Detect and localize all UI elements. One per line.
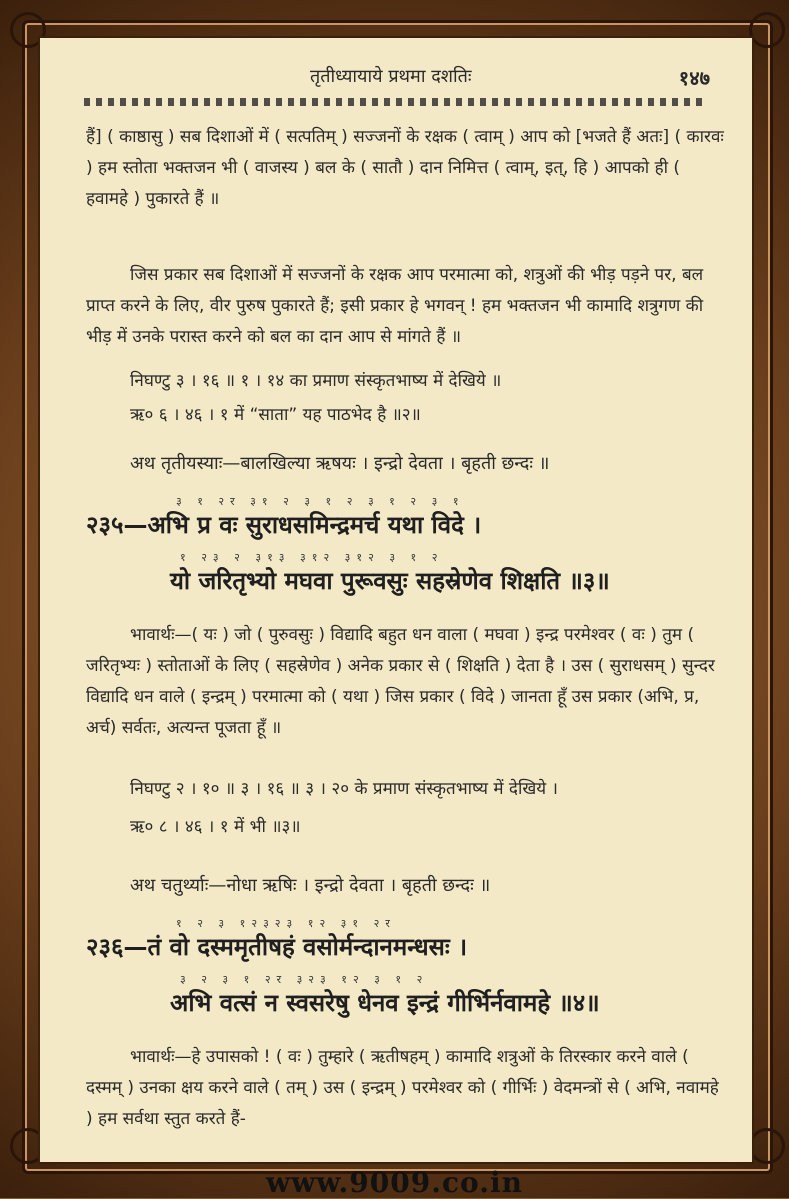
reference-3: निघण्टु २ । १० ॥ ३ । १६ ॥ ३ । २० के प्रमाण संस्कृतभाष्य में देखिये ।: [130, 779, 558, 799]
page-header: [40, 64, 752, 94]
paragraph-1: हैं] ( काष्ठासु ) सब दिशाओं में ( सत्पतिम् ) सज्जनों के रक्षक ( त्वाम् ) आप को [भजते हैं अतः] ( कारवः ) हम स्तोता भक्तजन भी ( वाजस्य ) बल के ( सातौ ) दान निमित्त ( त्वाम्, इत्, हि ) आपको ही ( हवामहे ) पुकारते हैं ॥: [86, 127, 730, 209]
verse-intro-4: अथ चतुर्थ्याः—नोधा ऋषिः । इन्द्रो देवता । बृहती छन्दः ॥: [130, 875, 491, 896]
verse-236-accent-marks: १ २ ३ १२३२३ १२ ३१ २र: [176, 917, 396, 930]
verse-236-accent-marks-2: ३ २ ३ १ २र ३२३ १२ ३ १ २: [180, 973, 429, 986]
verse-235-accent-marks-2: १ २३ २ ३१३ ३१२ ३१२ ३ १ २: [180, 551, 444, 564]
verse-235-line-1: २३५—अभि प्र वः सुराधसमिन्द्रमर्च यथा विदे ।: [86, 511, 482, 539]
bhavartha-3: भावार्थः—( यः ) जो ( पुरुवसुः ) विद्यादि बहुत धन वाला ( मघवा ) इन्द्र परमेश्वर ( वः ) तुम ( जरितृभ्यः ) स्तोताओं के लिए ( सहस्रेणेव ) अनेक प्रकार से ( शिक्षति ) देता है । उस ( सुराधसम् ) सुन्दर विद्यादि धन वाले ( इन्द्रम् ) परमात्मा को ( यथा ) जिस प्रकार ( विदे ) जानता हूँ उस प्रकार (अभि, प्र, अर्च) सर्वतः, अत्यन्त पूजता हूँ ॥: [86, 625, 721, 738]
corner-scroll-icon: [749, 12, 785, 48]
reference-2: ऋ० ६ । ४६ । १ में “साता” यह पाठभेद है ॥२॥: [130, 405, 421, 425]
website-url: www.9009.co.in: [266, 1166, 523, 1199]
verse-intro-3: अथ तृतीयस्याः—बालखिल्या ऋषयः । इन्द्रो देवता । बृहती छन्दः ॥: [130, 453, 550, 474]
verse-236-line-1: २३६—तं वो दस्ममृतीषहं वसोर्मन्दानमन्धसः ।: [86, 933, 468, 961]
verse-235-line-2: यो जरितृभ्यो मघवा पुरूवसुः सहस्रेणेव शिक्षति ॥३॥: [170, 567, 610, 595]
chapter-heading: तृतीध्यायाये प्रथमा दशतिः: [310, 66, 472, 87]
verse-235-accent-marks: ३ १ २र ३१ २ ३ १ २ ३ १ २ ३ १: [176, 495, 465, 508]
scripture-page: [38, 36, 754, 1164]
paragraph-2: जिस प्रकार सब दिशाओं में सज्जनों के रक्षक आप परमात्मा को, शत्रुओं की भीड़ पड़ने पर, बल प्राप्त करने के लिए, वीर पुरुष पुकारते हैं; इसी प्रकार हे भगवन् ! हम भक्तजन भी कामादि शत्रुगण की भीड़ में उनके परास्त करने को बल का दान आप से मांगते हैं ॥: [86, 265, 709, 347]
reference-1: निघण्टु ३ । १६ ॥ १ । १४ का प्रमाण संस्कृतभाष्य में देखिये ॥: [130, 371, 502, 391]
decorative-rule: [84, 98, 704, 106]
verse-236-line-2: अभि वत्सं न स्वसरेषु धेनव इन्द्रं गीर्भिर्नवामहे ॥४॥: [170, 989, 600, 1017]
corner-scroll-icon: [749, 1128, 785, 1164]
reference-4: ऋ० ८ । ४६ । १ में भी ॥३॥: [130, 817, 301, 837]
page-number: १४७: [678, 66, 710, 90]
bhavartha-4: भावार्थः—हे उपासको ! ( वः ) तुम्हारे ( ऋतीषहम् ) कामादि शत्रुओं के तिरस्कार करने वाले ( दस्मम् ) उनका क्षय करने वाले ( तम् ) उस ( इन्द्रम् ) परमेश्वर को ( गीर्भिः ) वेदमन्त्रों से ( अभि, नवामहे ) हम सर्वथा स्तुत करते हैं-: [86, 1047, 725, 1129]
